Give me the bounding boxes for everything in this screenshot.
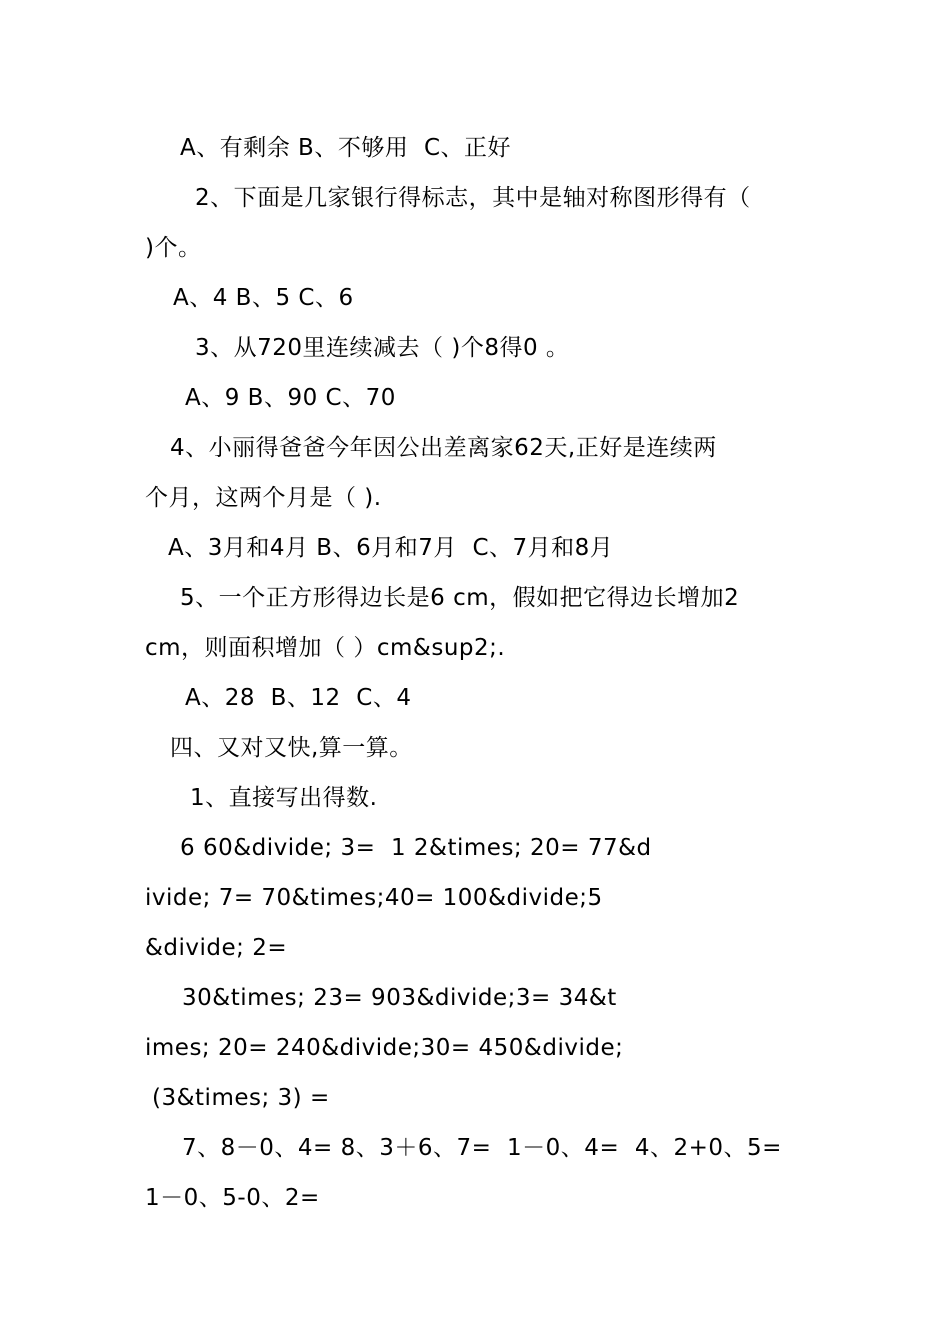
q5-text-line1: 5、一个正方形得边长是6 cm，假如把它得边长增加2 — [180, 585, 740, 611]
q5-text-line2: cm，则面积增加（ ）cm&sup2;. — [145, 635, 506, 661]
calc-line3: &divide; 2= — [145, 935, 288, 961]
calc-line5: imes; 20= 240&divide;30= 450&divide; — [145, 1035, 624, 1061]
q5-options: A、28 B、12 C、4 — [185, 685, 412, 711]
q2-text-line2: )个。 — [145, 235, 202, 261]
q3-options: A、9 B、90 C、70 — [185, 385, 396, 411]
q1-options: A、有剩余 B、不够用 C、正好 — [180, 135, 512, 161]
calc-line1: 6 60&divide; 3= 1 2&times; 20= 77&d — [180, 835, 652, 861]
section-four-heading: 四、又对又快,算一算。 — [170, 735, 413, 761]
q4-text-line2: 个月，这两个月是（ ). — [145, 485, 382, 511]
decimal-calc-line2: 1－0、5-0、2= — [145, 1185, 320, 1211]
calc-line6: (3&times; 3) = — [152, 1085, 330, 1111]
q2-text-line1: 2、下面是几家银行得标志，其中是轴对称图形得有（ — [195, 185, 751, 211]
q2-options: A、4 B、5 C、6 — [173, 285, 354, 311]
calc-line4: 30&times; 23= 903&divide;3= 34&t — [182, 985, 617, 1011]
q3-text: 3、从720里连续减去（ )个8得0 。 — [195, 335, 570, 361]
calc-line2: ivide; 7= 70&times;40= 100&divide;5 — [145, 885, 603, 911]
subsection-1-heading: 1、直接写出得数. — [190, 785, 378, 811]
decimal-calc-line1: 7、8－0、4= 8、3＋6、7= 1－0、4= 4、2+0、5= — [182, 1135, 782, 1161]
q4-text-line1: 4、小丽得爸爸今年因公出差离家62天,正好是连续两 — [170, 435, 717, 461]
q4-options: A、3月和4月 B、6月和7月 C、7月和8月 — [168, 535, 614, 561]
